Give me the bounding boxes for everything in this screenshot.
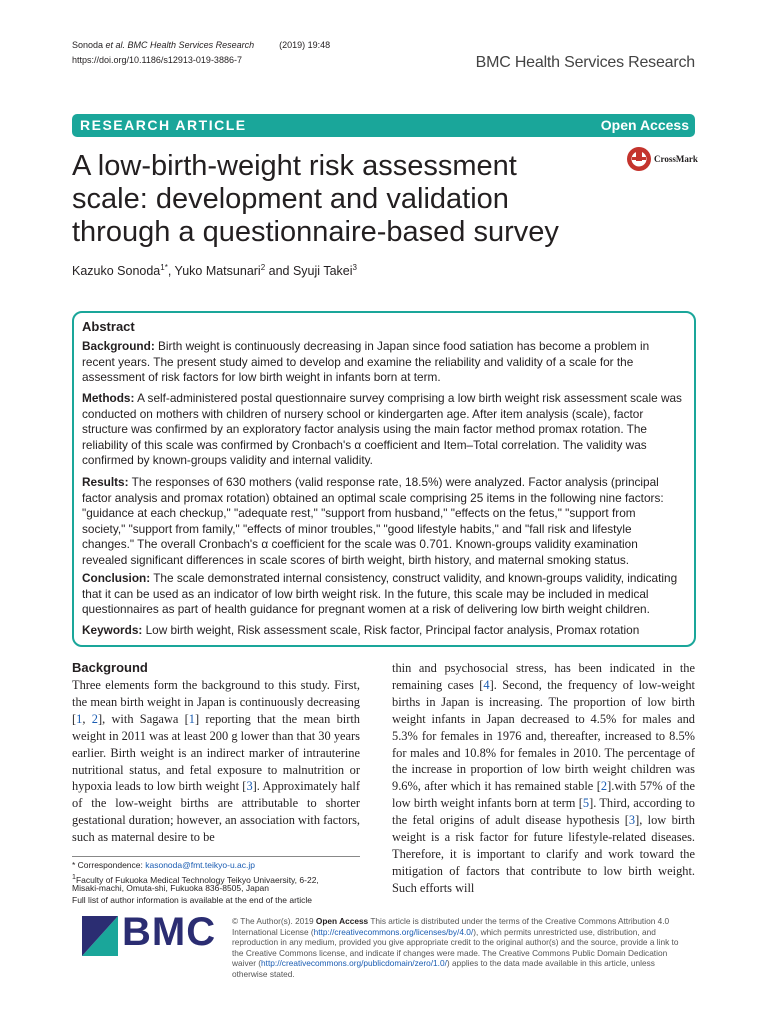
citation-journal: et al. BMC Health Services Research	[105, 40, 255, 50]
body-text: ], low birth weight is a risk factor for future lifestyle-related diseases. Therefore, it is important to clarify and work toward the mitigation of factors that contribute to low birth weight. Such efforts will	[392, 813, 695, 895]
doi-link[interactable]: https://doi.org/10.1186/s12913-019-3886-7	[72, 55, 242, 65]
author-affiliation-mark: 1*	[160, 263, 168, 272]
abstract-conclusion-label: Conclusion:	[82, 571, 151, 585]
abstract-keywords-label: Keywords:	[82, 623, 143, 637]
affiliation-text: Faculty of Fukuoka Medical Technology Teikyo Univaersity, 6-22,	[75, 874, 319, 885]
citation-ref[interactable]: 4	[483, 677, 490, 692]
license-body: ) applies to the data made available in this article, unless otherwise stated.	[232, 958, 655, 979]
body-text: ]. Second, the frequency of low-weight births in Japan is increasing. The proportion of low birth weight infants in Japan decreased to 4.5% for males and 5.3% for females in 1976 and, thereafter, increased to 8.5% for males and 10.8% for females in 2010. The percentage of the increase in proportion of low birth weight children was 9.6%, after which it has remained stable [	[392, 677, 696, 794]
abstract-conclusion-text: The scale demonstrated internal consistency, construct validity, and known-groups validity, indicating that it can be used as an indicator of low birth weight risk. In the future, this scale may be included in medical questionnaires as part of health guidance for pregnant women at a risk of delivering low birth weight children.	[82, 571, 678, 617]
affiliation-line-2: Misaki-machi, Omuta-shi, Fukuoka 836-8505, Japan	[72, 883, 270, 893]
bmc-logo-text: BMC	[122, 910, 217, 954]
citation-year: (2019) 19:48	[279, 40, 331, 50]
body-text: Three elements form the background to this study. First, the mean birth weight in Japan is continuously decreasing [	[72, 678, 360, 726]
body-text: ]. Third, according to the fetal origins of adult disease hypothesis [	[392, 796, 696, 828]
license-body: ), which permits unrestricted use, distribution, and reproduction in any medium, provided you give appropriate credit to the original author(s) and the source, provide a link to the Creative Commons license, and indicate if changes were made. The Creative Commons Public Domain Dedication waiver (	[232, 926, 679, 969]
author-name[interactable]: , Yuko Matsunari	[167, 264, 261, 279]
footnote-divider	[72, 856, 360, 857]
header-citation	[72, 40, 330, 50]
abstract-methods-label: Methods:	[82, 391, 135, 405]
abstract-background-label: Background:	[82, 339, 155, 353]
body-text: ] reporting that the mean birth weight in 2011 was at least 200 g lower than that 30 years earlier. Birth weight is an indirect marker of intrauterine nutritional status, and fetal exposure to malnutrition or hypoxia leads to low birth weight [	[72, 711, 360, 794]
correspondence-email[interactable]: kasonoda@fmt.teikyo-u.ac.jp	[145, 860, 255, 870]
body-text: thin and psychosocial stress, has been indicated in the remaining cases [	[392, 661, 695, 692]
body-text: ].with 57% of the low birth weight infants born at term [	[392, 779, 696, 811]
citation-authors: Sonoda	[72, 40, 106, 50]
crossmark-label[interactable]: CrossMark	[654, 154, 698, 164]
correspondence-line	[72, 860, 255, 871]
body-text: ]. Approximately half of the low-weight births are attributable to shorter gestational duration; however, an association with factors, such as maternal desire to be	[72, 779, 360, 845]
citation-ref[interactable]: 3	[628, 813, 636, 828]
abstract-background-text: Birth weight is continuously decreasing in Japan since food satiation has become a problem in recent years. The present study aimed to develop and examine the reliability and validity of a scale for the assessment of risk factors for low birth weight in infants born at term.	[82, 339, 650, 385]
author-name[interactable]: and Syuji Takei	[265, 264, 353, 279]
citation-ref[interactable]: 2	[600, 779, 608, 794]
license-link-zero[interactable]: http://creativecommons.org/publicdomain/zero/1.0/	[261, 958, 447, 969]
affiliation-mark: 1	[72, 873, 76, 881]
abstract-methods	[82, 391, 682, 469]
article-title: A low-birth-weight risk assessment scale: development and validation through a questionnaire-based survey	[72, 150, 559, 248]
abstract-keywords	[82, 623, 682, 639]
license-copyright: © The Author(s). 2019	[232, 916, 316, 926]
abstract-results-text: The responses of 630 mothers (valid response rate, 18.5%) were analyzed. Factor analysis (principal factor analysis and promax rotation) obtained an optimal scale comprising 25 items in the following nine factors: "guidance at each checkup," "adequate rest," "support from husband," "effects on the fetus," "support from society," "support from family," "effects of minor troubles," "good lifestyle habits," and "fall risk and lifestyle changes." The overall Cronbach's α coefficient for the scale was 0.701. Known-groups validity examination revealed significant differences in scale scores of birth weight, birth history, and maternal smoking status.	[82, 475, 664, 567]
author-affiliation-mark: 2	[260, 263, 266, 272]
abstract-results	[82, 475, 682, 569]
body-text: ], with Sagawa [	[97, 711, 189, 726]
journal-name: BMC Health Services Research	[475, 54, 695, 71]
abstract-conclusion	[82, 571, 682, 618]
body-column-right	[392, 660, 695, 897]
license-link-by[interactable]: http://creativecommons.org/licenses/by/4.0/	[313, 926, 474, 937]
citation-ref[interactable]: 2	[91, 711, 98, 726]
citation-ref[interactable]: 1	[76, 711, 83, 726]
abstract-box	[72, 311, 696, 647]
body-column-left	[72, 677, 360, 846]
citation-ref[interactable]: 5	[582, 796, 590, 811]
abstract-background	[82, 339, 682, 386]
author-name[interactable]: Kazuko Sonoda	[72, 264, 161, 279]
article-type-label: RESEARCH ARTICLE	[80, 117, 247, 133]
section-heading-background: Background	[72, 660, 148, 675]
body-text: ,	[82, 711, 92, 726]
citation-ref[interactable]: 1	[188, 711, 195, 726]
license-text	[232, 916, 692, 980]
abstract-results-label: Results:	[82, 475, 129, 489]
article-type-banner	[72, 114, 695, 137]
open-access-label: Open Access	[600, 117, 689, 133]
citation-ref[interactable]: 3	[246, 779, 253, 794]
abstract-heading: Abstract	[82, 319, 135, 334]
abstract-keywords-text: Low birth weight, Risk assessment scale, Risk factor, Principal factor analysis, Promax rotation	[142, 623, 640, 637]
abstract-methods-text: A self-administered postal questionnaire survey comprising a low birth weight risk assessment scale was conducted on mothers with children of nursery school or kindergarten age. After item analysis (scale), factor structure was confirmed by an exploratory factor analysis using the main factor method promax rotation. The reliability of this scale was confirmed by Cronbach's α coefficient and Item–Total correlation. The validity was confirmed by known-groups validity and internal validity.	[82, 391, 682, 468]
correspondence-label: * Correspondence:	[72, 860, 146, 870]
license-body: This article is distributed under the terms of the Creative Commons Attribution 4.0 International License (	[232, 916, 670, 937]
authors-line	[72, 263, 357, 278]
full-list-note: Full list of author information is available at the end of the article	[72, 895, 313, 905]
license-open-access: Open Access	[315, 916, 369, 926]
author-affiliation-mark: 3	[352, 263, 357, 272]
